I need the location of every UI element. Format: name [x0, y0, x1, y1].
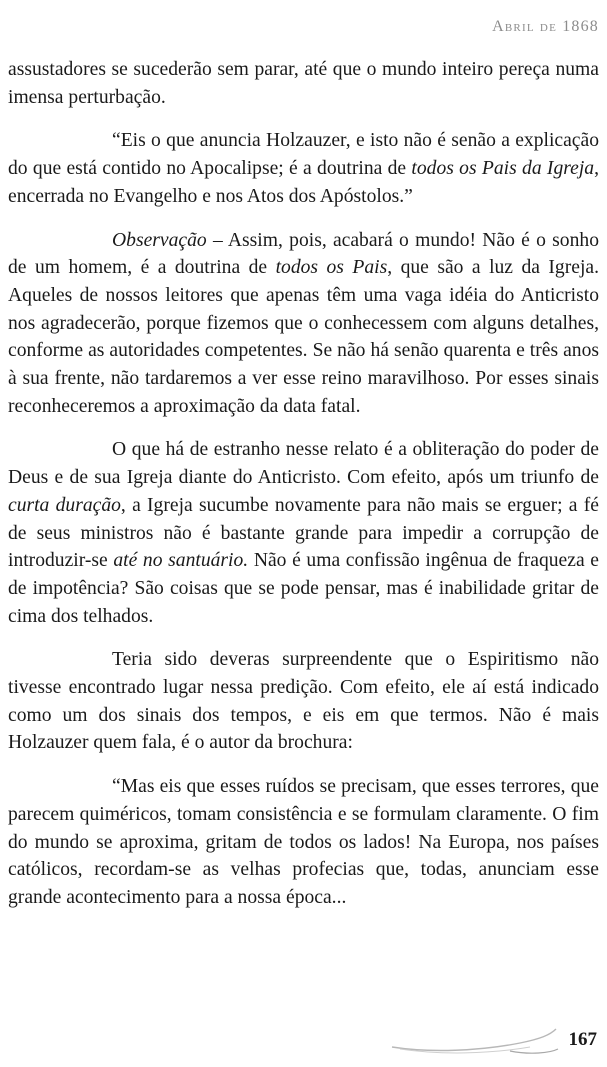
body-text	[8, 56, 599, 928]
text-segment: O que há de estranho nesse relato é a obliteração do poder de Deus e de sua Igreja diante do Anticristo. Com efeito, após um triunfo de	[8, 439, 599, 489]
text-segment: “Mas eis que esses ruídos se precisam, que esses terrores, que parecem quiméricos, tomam consistência e se formulam claramente. O fim do mundo se aproxima, gritam de todos os lados! Na Europa, nos países católicos, recordam-se as velhas profecias que, todas, anunciam esse grande acontecimento para a nossa época...	[8, 776, 599, 908]
text-segment: , encerrada no Evangelho e nos Atos dos Apóstolos.”	[8, 158, 599, 207]
text-segment: Teria sido deveras surpreendente que o Espiritismo não tivesse encontrado lugar nessa predição. Com efeito, ele aí está indicado como um dos sinais dos tempos, e eis em que termos. Não é mais Holzauzer quem fala, é o autor da brochura:	[8, 649, 599, 754]
italic-text: todos os Pais	[275, 257, 388, 279]
page-footer	[0, 1007, 607, 1067]
running-head: Abril de 1868	[492, 18, 599, 35]
italic-text: curta duração	[8, 494, 121, 516]
text-segment: assustadores se sucederão sem parar, até que o mundo inteiro pereça numa imensa perturbação.	[8, 59, 599, 108]
paragraph	[8, 227, 599, 421]
paragraph	[8, 56, 599, 111]
page-number: 167	[568, 1029, 597, 1050]
text-segment: “Eis o que anuncia Holzauzer, e isto não é senão a explicação do que está contido no Apocalipse; é a doutrina de	[8, 130, 599, 180]
paragraph	[8, 127, 599, 210]
paragraph	[8, 436, 599, 630]
paragraph	[8, 646, 599, 757]
flourish-ornament	[390, 1021, 560, 1061]
text-segment: , que são a luz da Igreja. Aqueles de nossos leitores que apenas têm uma vaga idéia do Anticristo nos agradecerão, porque fizemos que o conhecessem com alguns detalhes, conforme as autoridades competentes. Se não há senão quarenta e três anos à sua frente, não tardaremos a ver esse reino maravilhoso. Por esses sinais reconheceremos a aproximação da data fatal.	[8, 257, 599, 417]
text-segment: , a Igreja sucumbe novamente para não mais se erguer; a fé de seus ministros não é bastante grande para impedir a corrupção de introduzir-se	[8, 494, 599, 572]
paragraph	[8, 773, 599, 912]
italic-text: até no santuário.	[113, 550, 249, 572]
text-segment: Não é uma confissão ingênua de fraqueza e de impotência? São coisas que se pode pensar, mas é inabilidade gritar de cima dos telhados.	[8, 550, 599, 627]
text-segment: – Assim, pois, acabará o mundo! Não é o sonho de um homem, é a doutrina de	[8, 229, 599, 279]
italic-text: Observação	[112, 229, 207, 251]
italic-text: todos os Pais da Igreja	[411, 158, 595, 180]
